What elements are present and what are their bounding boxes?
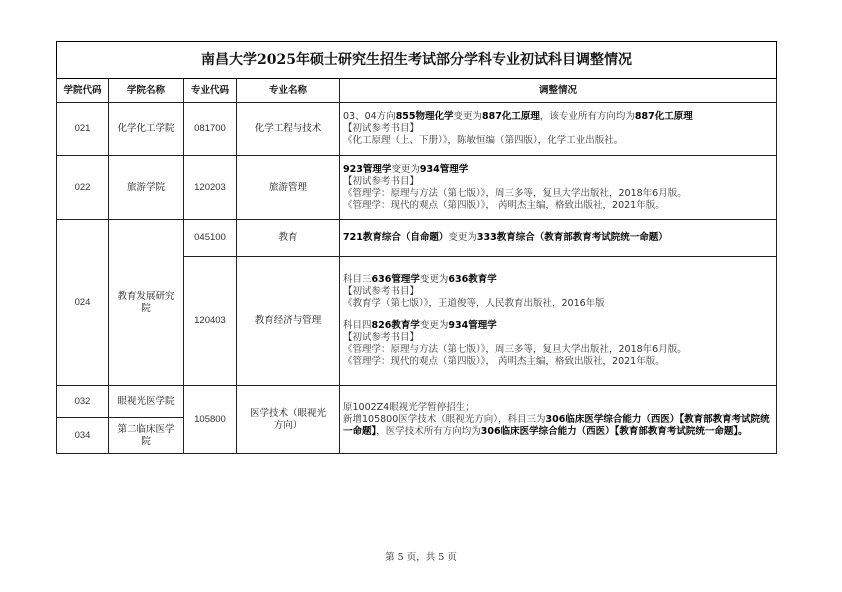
table-row	[57, 386, 777, 418]
change-line: 科目四826教育学变更为934管理学	[343, 320, 497, 331]
college-name: 化学化工学院	[109, 103, 184, 156]
major-name: 医学技术（眼视光方向）	[237, 386, 340, 454]
page-footer: 第 5 页，共 5 页	[385, 552, 457, 563]
adjustment-detail	[340, 103, 777, 156]
reference-book: 《管理学：原理与方法（第七版）》，周三多等，复旦大学出版社，2018年6月版。	[343, 344, 687, 355]
major-code: 120203	[184, 156, 237, 220]
reference-book: 《管理学：现代的观点（第四版）》， 芮明杰主编，格致出版社，2021年版。	[343, 199, 665, 211]
college-code: 034	[57, 418, 109, 454]
college-name: 第二临床医学院	[109, 418, 184, 454]
reference-book: 《管理学：现代的观点（第四版）》， 芮明杰主编，格致出版社，2021年版。	[343, 356, 665, 367]
major-name: 化学工程与技术	[237, 103, 340, 156]
college-code: 024	[57, 220, 109, 386]
change-line: 原1002Z4眼视光学暂停招生；	[343, 401, 475, 413]
reference-heading: 【初试参考书目】	[343, 332, 420, 343]
change-line: 新增105800医学技术（眼视光方向），科目三为306临床医学综合能力（西医）【教育部教育考试院统一命题】，医学技术所有方向均为306临床医学综合能力（西医）【教育部教育考试院统一命题】。	[343, 413, 770, 437]
header-row	[57, 79, 777, 103]
college-name: 旅游学院	[109, 156, 184, 220]
reference-heading: 【初试参考书目】	[343, 123, 420, 134]
college-code: 021	[57, 103, 109, 156]
header-adjustment: 调整情况	[340, 79, 777, 103]
change-line: 03、04方向855物理化学变更为887化工原理，该专业所有方向均为887化工原理	[343, 111, 693, 122]
major-code: 081700	[184, 103, 237, 156]
reference-book: 《化工原理（上、下册）》，陈敏恒编（第四版），化学工业出版社。	[343, 135, 624, 146]
major-name: 教育	[237, 220, 340, 257]
major-name: 旅游管理	[237, 156, 340, 220]
major-code: 105800	[184, 386, 237, 454]
college-code: 032	[57, 386, 109, 418]
reference-heading: 【初试参考书目】	[343, 286, 420, 297]
college-name: 教育发展研究院	[109, 220, 184, 386]
change-line: 科目三636管理学变更为636教育学	[343, 274, 497, 285]
adjustment-table	[56, 41, 777, 454]
table-row	[57, 220, 777, 257]
table-row	[57, 156, 777, 220]
adjustment-detail	[340, 386, 777, 454]
reference-book: 《教育学（第七版）》，王道俊等，人民教育出版社，2016年版	[343, 298, 605, 309]
header-college-name: 学院名称	[109, 79, 184, 103]
college-name: 眼视光医学院	[109, 386, 184, 418]
college-code: 022	[57, 156, 109, 220]
major-name: 教育经济与管理	[237, 257, 340, 386]
reference-book: 《管理学：原理与方法（第七版）》，周三多等，复旦大学出版社，2018年6月版。	[343, 187, 687, 199]
adjustment-detail	[340, 257, 777, 386]
adjustment-detail	[340, 156, 777, 220]
major-code: 120403	[184, 257, 237, 386]
header-major-code: 专业代码	[184, 79, 237, 103]
reference-heading: 【初试参考书目】	[343, 175, 420, 187]
table-title: 南昌大学2025年硕士研究生招生考试部分学科专业初试科目调整情况	[57, 42, 777, 79]
adjustment-detail	[340, 220, 777, 257]
change-line: 721教育综合（自命题）变更为333教育综合（教育部教育考试院统一命题）	[343, 232, 668, 243]
header-major-name: 专业名称	[237, 79, 340, 103]
table-row	[57, 103, 777, 156]
change-line: 923管理学变更为934管理学	[343, 163, 469, 175]
header-college-code: 学院代码	[57, 79, 109, 103]
major-code: 045100	[184, 220, 237, 257]
